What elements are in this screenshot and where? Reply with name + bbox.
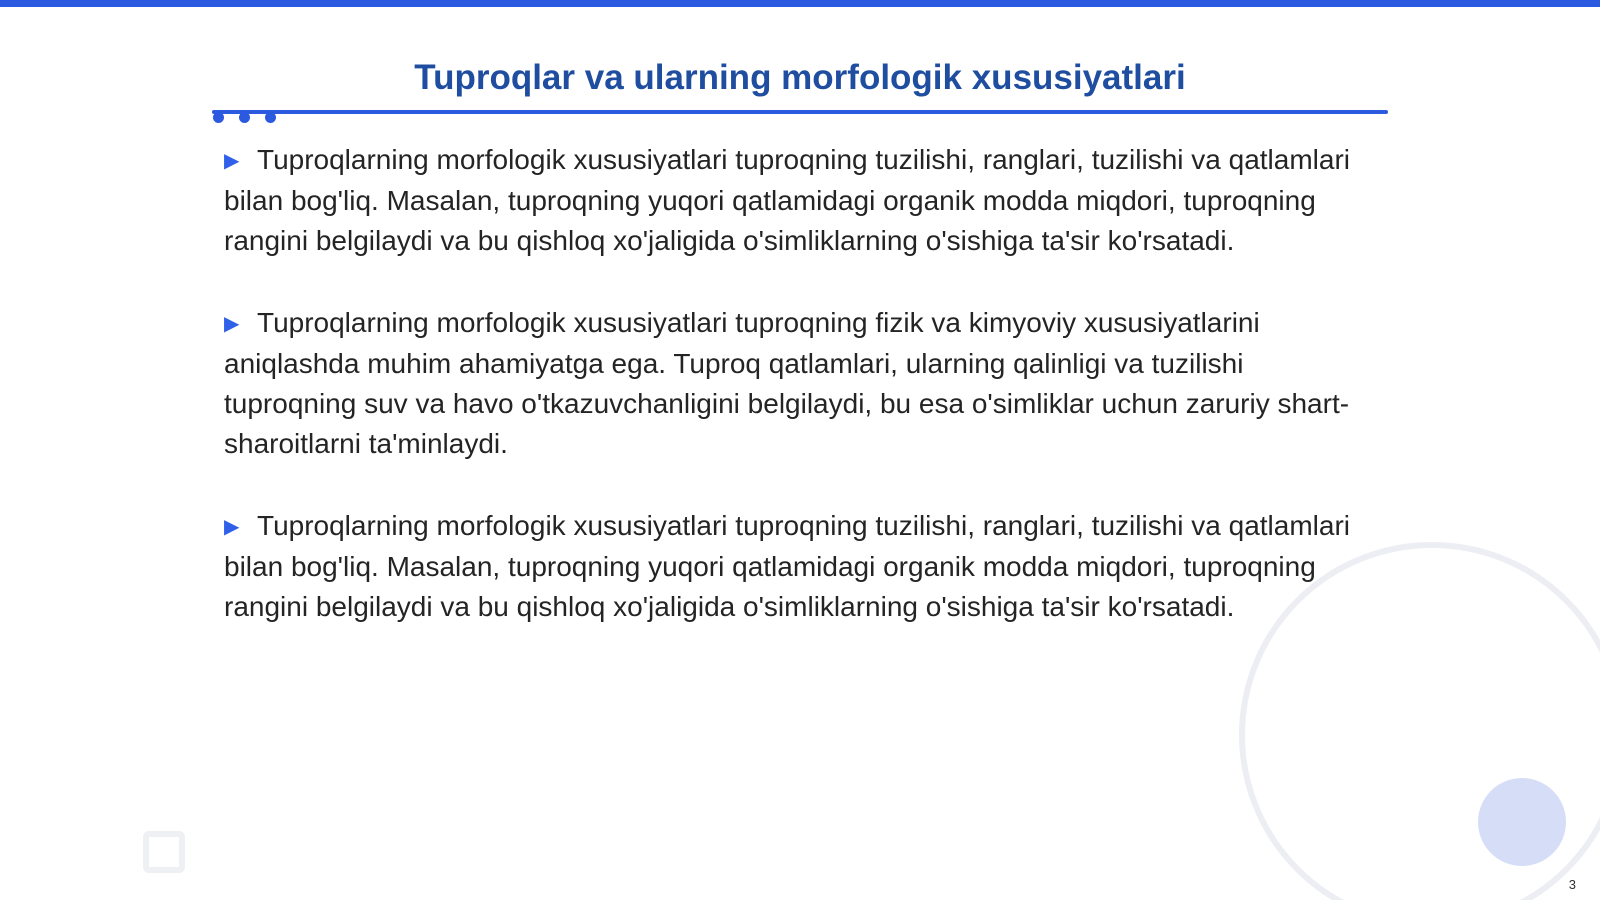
- page-number: 3: [1568, 877, 1576, 892]
- decorative-square: [146, 834, 182, 870]
- underline-dot: [213, 112, 224, 123]
- bullet-text: Tuproqlarning morfologik xususiyatlari tuproqning tuzilishi, ranglari, tuzilishi va qatlamlari bilan bog'liq. Masalan, tuproqning yuqori qatlamidagi organik modda miqdori, tuproqning rangini belgilaydi va bu qishloq xo'jaligida o'simliklarning o'sishiga ta'sir ko'rsatadi.: [224, 510, 1351, 622]
- triangle-right-icon: ▶: [224, 313, 240, 335]
- triangle-right-icon: ▶: [224, 516, 240, 538]
- decorative-blue-circle: [1478, 778, 1566, 866]
- bullet-text: Tuproqlarning morfologik xususiyatlari tuproqning tuzilishi, ranglari, tuzilishi va qatlamlari bilan bog'liq. Masalan, tuproqning yuqori qatlamidagi organik modda miqdori, tuproqning rangini belgilaydi va bu qishloq xo'jaligida o'simliklarning o'sishiga ta'sir ko'rsatadi.: [224, 144, 1351, 256]
- title-underline: [212, 110, 1388, 114]
- bullet-text: Tuproqlarning morfologik xususiyatlari tuproqning fizik va kimyoviy xususiyatlarini aniqlashda muhim ahamiyatga ega. Tuproq qatlamlari, ularning qalinligi va tuzilishi tuproqning suv va havo o'tkazuvchanligini belgilaydi, bu esa o'simliklar uchun zaruriy shart-sharoitlarni ta'minlaydi.: [224, 307, 1350, 459]
- slide-title: Tuproqlar va ularning morfologik xususiyatlari: [414, 58, 1186, 97]
- top-accent-bar: [0, 0, 1600, 7]
- bullet-item: [224, 506, 1374, 627]
- underline-dot: [265, 112, 276, 123]
- bullet-item: [224, 140, 1374, 261]
- bullet-item: [224, 303, 1374, 464]
- underline-dot: [239, 112, 250, 123]
- bullet-list: [224, 140, 1374, 669]
- triangle-right-icon: ▶: [224, 150, 240, 172]
